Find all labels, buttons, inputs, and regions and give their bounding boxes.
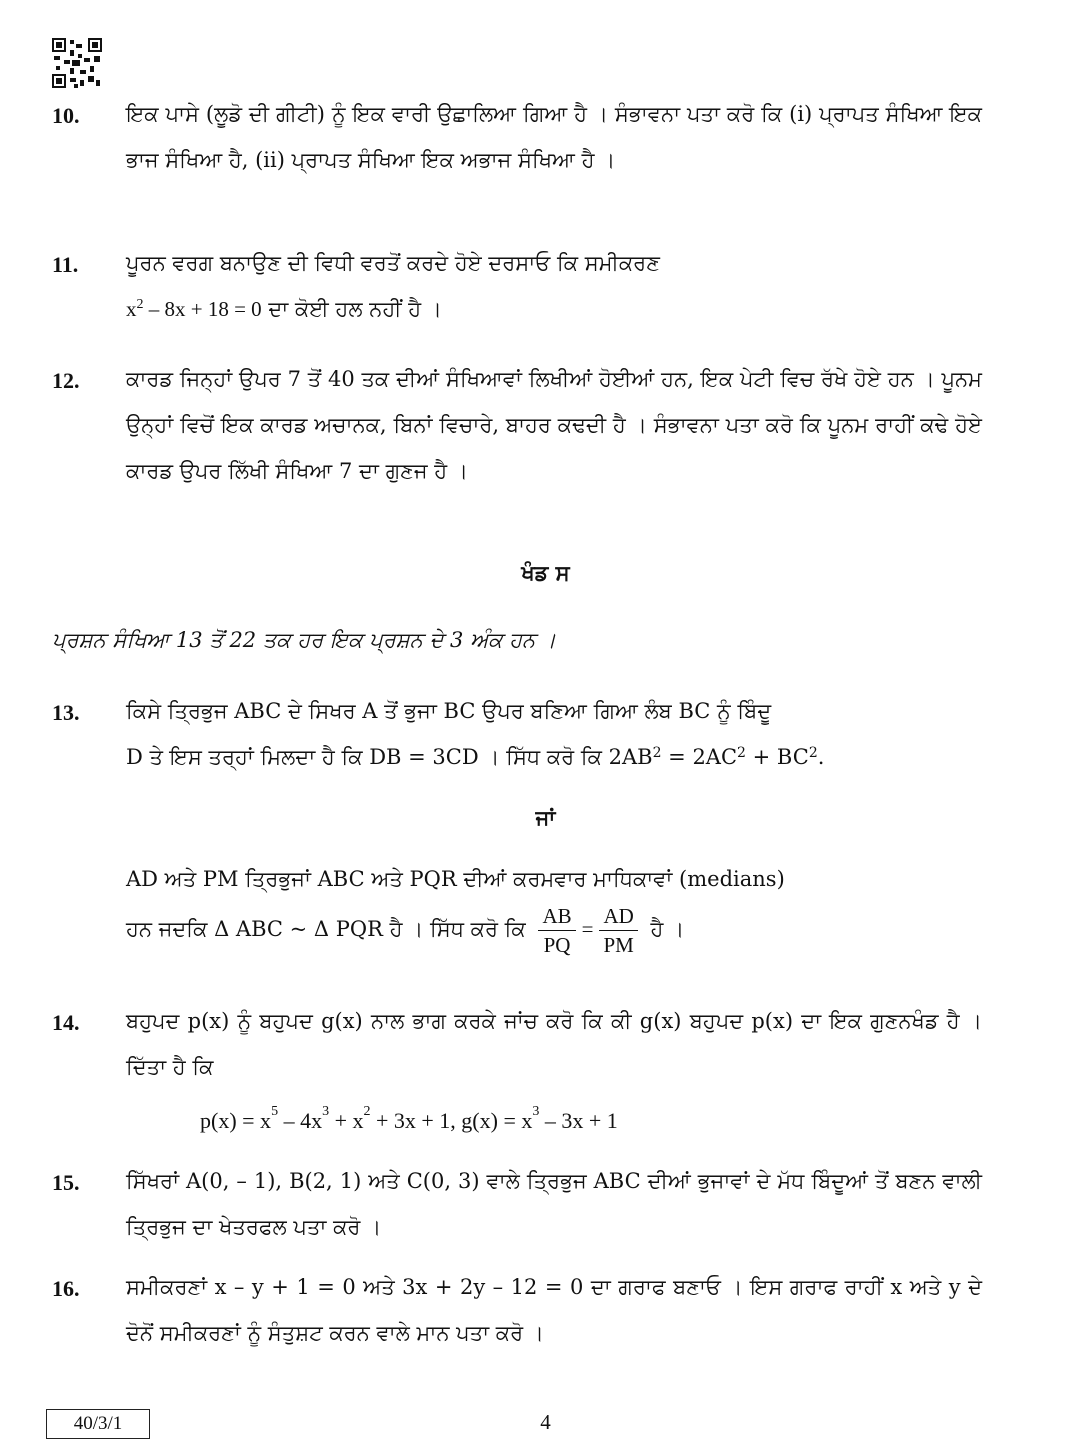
- question-text: ਸਿੱਖਰਾਂ A(0, – 1), B(2, 1) ਅਤੇ C(0, 3) ਵਾਲੇ ਤ੍ਰਿਭੁਜ ABC ਦੀਆਂ ਭੁਜਾਵਾਂ ਦੇ ਮੱਧ ਬਿੰਦੂਆਂ ਤੋਂ ਬਣਨ ਵਾਲੀ ਤ੍ਰਿਭੁਜ ਦਾ ਖੇਤਰਫਲ ਪਤਾ ਕਰੋ ।: [126, 1169, 982, 1239]
- text-part: D ਤੇ ਇਸ ਤਰ੍ਹਾਂ ਮਿਲਦਾ ਹੈ ਕਿ DB = 3CD । ਸਿੱਧ ਕਰੋ ਕਿ 2AB: [126, 745, 653, 769]
- question-line: [126, 904, 685, 957]
- equals-sign: =: [581, 917, 594, 941]
- question-text: ਸਮੀਕਰਣਾਂ x – y + 1 = 0 ਅਤੇ 3x + 2y – 12 = 0 ਦਾ ਗਰਾਫ ਬਣਾਓ । ਇਸ ਗਰਾਫ ਰਾਹੀਂ x ਅਤੇ y ਦੇ ਦੋਨੋਂ ਸਮੀਕਰਣਾਂ ਨੂੰ ਸੰਤੁਸ਼ਟ ਕਰਨ ਵਾਲੇ ਮਾਨ ਪਤਾ ਕਰੋ ।: [126, 1275, 982, 1345]
- fraction-ad-pm: [599, 902, 637, 959]
- question-number: 14.: [52, 1010, 80, 1035]
- or-label: ਜਾਂ: [535, 805, 556, 830]
- question-text: ਕਾਰਡ ਜਿਨ੍ਹਾਂ ਉਪਰ 7 ਤੋਂ 40 ਤਕ ਦੀਆਂ ਸੰਖਿਆਵਾਂ ਲਿਖੀਆਂ ਹੋਈਆਂ ਹਨ, ਇਕ ਪੇਟੀ ਵਿਚ ਰੱਖੇ ਹੋਏ ਹਨ । ਪੂਨਮ ਉਨ੍ਹਾਂ ਵਿਚੋਂ ਇਕ ਕਾਰਡ ਅਚਾਨਕ, ਬਿਨਾਂ ਵਿਚਾਰੇ, ਬਾਹਰ ਕਢਦੀ ਹੈ । ਸੰਭਾਵਨਾ ਪਤਾ ਕਰੋ ਕਿ ਪੂਨਮ ਰਾਹੀਂ ਕਢੇ ਹੋਏ ਕਾਰਡ ਉਪਰ ਲਿੱਖੀ ਸੰਖਿਆ 7 ਦਾ ਗੁਣਜ ਹੈ ।: [126, 367, 982, 483]
- polynomial-equation: [200, 1104, 618, 1134]
- eq-part: – 8x + 18 = 0: [143, 297, 262, 321]
- text-part: ਹਨ ਜਦਕਿ Δ ABC ~ Δ PQR ਹੈ । ਸਿੱਧ ਕਰੋ ਕਿ: [126, 917, 526, 941]
- fraction-numerator: AD: [599, 902, 637, 931]
- question-text: [126, 856, 982, 959]
- text-part: .: [817, 745, 825, 769]
- fraction-denominator: PM: [603, 933, 634, 957]
- paper-code: 40/3/1: [46, 1409, 150, 1439]
- exponent: 3: [532, 1104, 540, 1119]
- question-line: AD ਅਤੇ PM ਤ੍ਰਿਭੁਜਾਂ ABC ਅਤੇ PQR ਦੀਆਂ ਕਰਮਵਾਰ ਮਾਧਿਕਾਵਾਂ (medians): [126, 867, 785, 891]
- eq-part: – 3x + 1: [539, 1108, 618, 1133]
- eq-part: + 3x + 1, g(x) = x: [370, 1108, 533, 1133]
- fraction-ab-pq: [538, 902, 575, 959]
- question-number: 13.: [52, 700, 80, 725]
- text-part: ਹੈ ।: [650, 917, 685, 941]
- eq-part: x: [126, 297, 137, 321]
- page-number: 4: [540, 1410, 551, 1434]
- fraction-numerator: AB: [538, 902, 575, 931]
- exponent: 2: [737, 745, 746, 761]
- question-number: 12.: [52, 368, 80, 393]
- exponent: 2: [363, 1104, 371, 1119]
- equation: [126, 297, 262, 321]
- question-line: ਕਿਸੇ ਤ੍ਰਿਭੁਜ ABC ਦੇ ਸਿਖਰ A ਤੋਂ ਭੁਜਾ BC ਉਪਰ ਬਣਿਆ ਗਿਆ ਲੰਬ BC ਨੂੰ ਬਿੰਦੂ: [126, 699, 772, 723]
- question-text: ਇਕ ਪਾਸੇ (ਲੂਡੋ ਦੀ ਗੀਟੀ) ਨੂੰ ਇਕ ਵਾਰੀ ਉਛਾਲਿਆ ਗਿਆ ਹੈ । ਸੰਭਾਵਨਾ ਪਤਾ ਕਰੋ ਕਿ (i) ਪ੍ਰਾਪਤ ਸੰਖਿਆ ਇਕ ਭਾਜ ਸੰਖਿਆ ਹੈ, (ii) ਪ੍ਰਾਪਤ ਸੰਖਿਆ ਇਕ ਅਭਾਜ ਸੰਖਿਆ ਹੈ ।: [126, 102, 982, 172]
- exponent: 3: [322, 1104, 330, 1119]
- question-line: [126, 745, 824, 769]
- text-part: = 2AC: [661, 745, 738, 769]
- question-number: 15.: [52, 1170, 80, 1195]
- exponent: 2: [652, 745, 662, 761]
- section-title: ਖੰਡ ਸ: [521, 560, 570, 585]
- qr-code-icon: [52, 38, 102, 88]
- question-number: 16.: [52, 1276, 80, 1301]
- fraction-denominator: PQ: [543, 933, 571, 957]
- question-text: [126, 688, 982, 780]
- question-number: 10.: [52, 103, 80, 128]
- question-number: 11.: [52, 252, 79, 277]
- question-text: ਬਹੁਪਦ p(x) ਨੂੰ ਬਹੁਪਦ g(x) ਨਾਲ ਭਾਗ ਕਰਕੇ ਜਾਂਚ ਕਰੋ ਕਿ ਕੀ g(x) ਬਹੁਪਦ p(x) ਦਾ ਇਕ ਗੁਣਨਖੰਡ ਹੈ । ਦਿੱਤਾ ਹੈ ਕਿ: [126, 1009, 982, 1079]
- question-text: [126, 240, 982, 332]
- exponent: 5: [271, 1104, 279, 1119]
- section-instruction: ਪ੍ਰਸ਼ਨ ਸੰਖਿਆ 13 ਤੋਂ 22 ਤਕ ਹਰ ਇਕ ਪ੍ਰਸ਼ਨ ਦੇ 3 ਅੰਕ ਹਨ ।: [52, 628, 556, 652]
- eq-part: p(x) = x: [200, 1108, 272, 1133]
- text-part: + BC: [745, 745, 809, 769]
- eq-part: – 4x: [278, 1108, 323, 1133]
- eq-part: + x: [329, 1108, 364, 1133]
- exponent: 2: [808, 745, 818, 761]
- eq-exponent: 2: [136, 297, 144, 312]
- question-line: ਪੂਰਨ ਵਰਗ ਬਨਾਉਣ ਦੀ ਵਿਧੀ ਵਰਤੋਂ ਕਰਦੇ ਹੋਏ ਦਰਸਾਓ ਕਿ ਸਮੀਕਰਣ: [126, 251, 660, 275]
- question-tail: ਦਾ ਕੋਈ ਹਲ ਨਹੀਂ ਹੈ ।: [261, 297, 442, 321]
